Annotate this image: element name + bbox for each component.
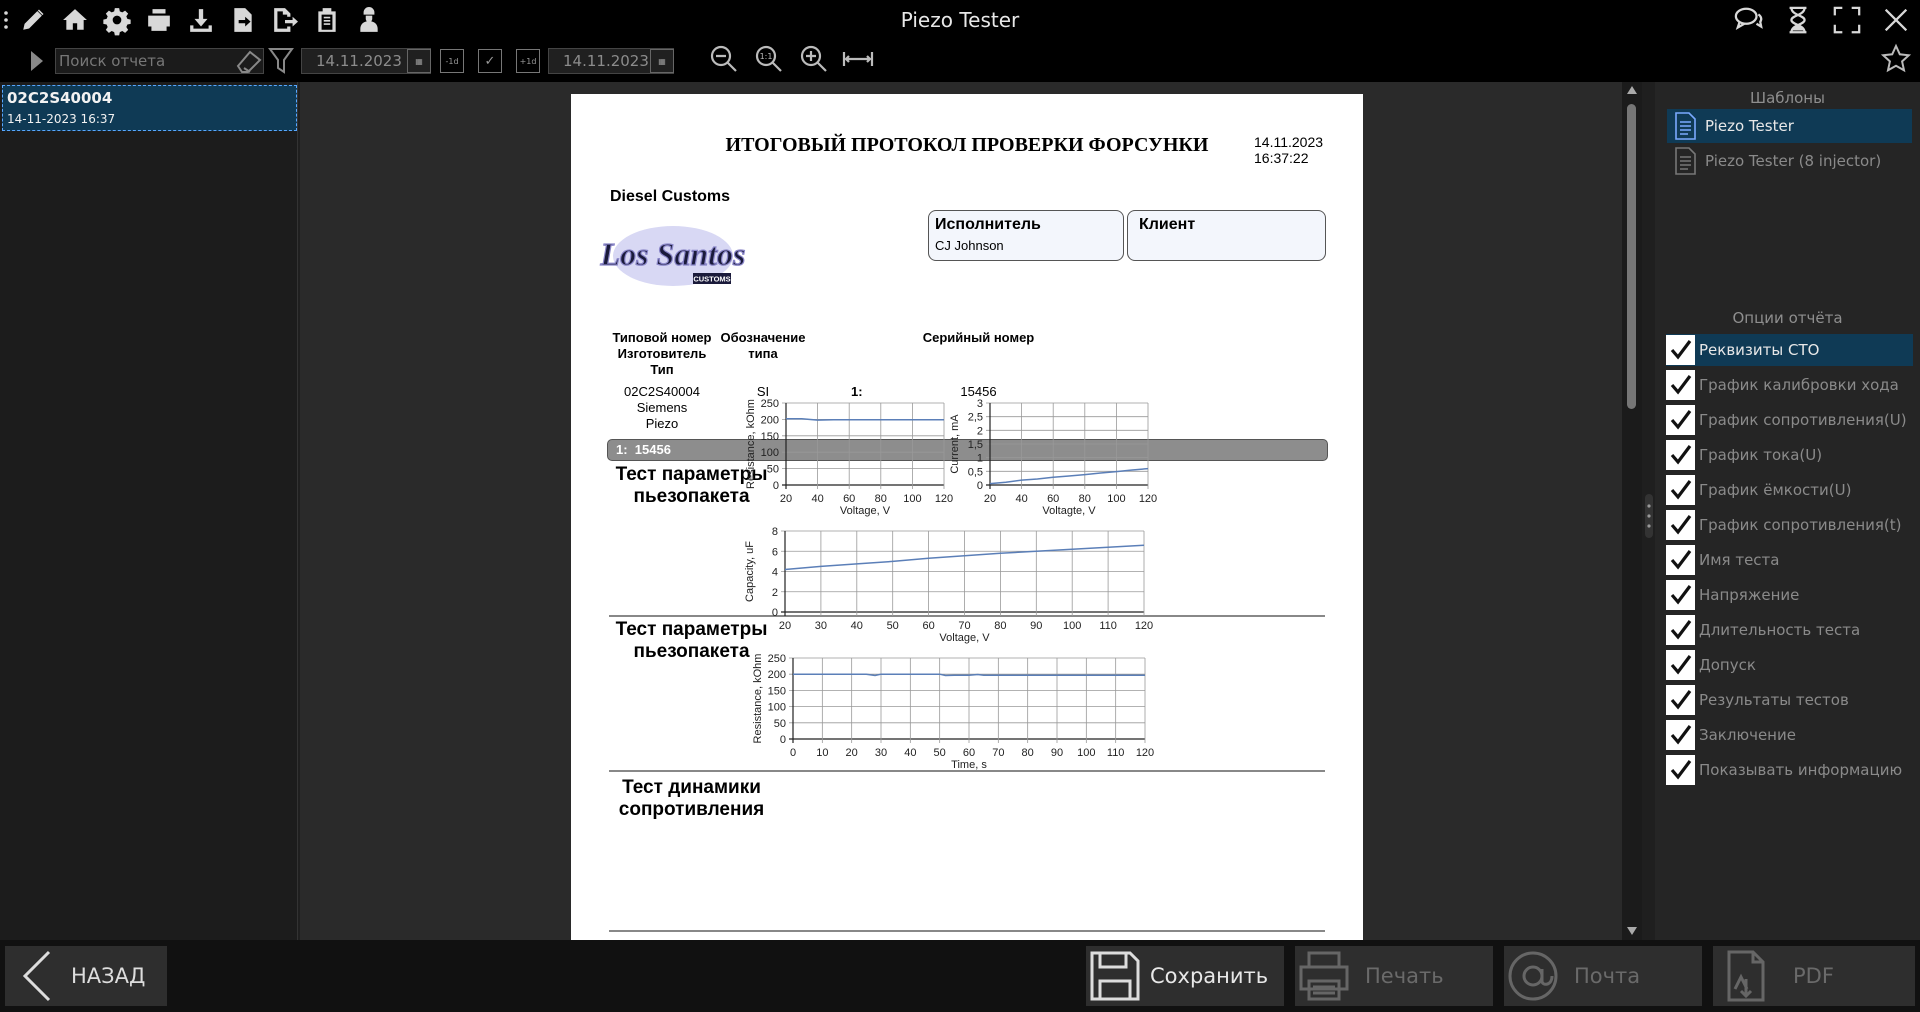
option-item[interactable] <box>1666 754 1913 786</box>
bottom-action-bar <box>0 940 1920 1012</box>
resistance-voltage-chart <box>745 398 953 517</box>
section-line: Тест параметры <box>615 619 768 640</box>
row-type: Piezo <box>645 416 679 431</box>
chat-icon[interactable] <box>1724 0 1773 40</box>
pdf-file-icon <box>1721 949 1775 1003</box>
zoom-in-icon[interactable] <box>799 44 829 70</box>
x-tick-label: 120 <box>1138 493 1158 505</box>
option-checkbox[interactable] <box>1666 580 1695 610</box>
col-head-type-line: Тип <box>650 362 674 377</box>
home-icon[interactable] <box>54 0 96 40</box>
y-tick-label: 150 <box>760 430 779 443</box>
section-line: пьезопакета <box>633 641 750 662</box>
option-checkbox[interactable] <box>1666 755 1695 785</box>
app-title: Piezo Tester <box>900 8 1020 32</box>
y-tick-label: 0 <box>779 734 786 746</box>
row-manufacturer: Siemens <box>636 400 688 415</box>
report-id: 02C2S40004 <box>7 89 113 107</box>
filter-toolbar <box>0 40 1920 82</box>
checkmark-icon <box>1669 583 1693 607</box>
title-bar <box>0 0 1920 40</box>
y-axis-label: Resistance, kOhm <box>752 653 764 744</box>
y-axis-label: Resistance, kOhm <box>745 399 757 489</box>
settings-panel <box>1655 82 1920 940</box>
x-tick-label: 20 <box>983 493 997 505</box>
print-label: Печать <box>1365 964 1444 988</box>
report-page <box>571 94 1363 940</box>
at-sign-icon <box>1506 949 1560 1003</box>
y-tick-label: 1,5 <box>967 439 983 451</box>
option-item[interactable] <box>1666 579 1913 611</box>
section-line: сопротивления <box>618 799 765 820</box>
option-item[interactable] <box>1666 509 1913 541</box>
calendar-from-icon[interactable]: ▦ <box>407 49 431 73</box>
x-tick-label: 0 <box>789 747 797 759</box>
date-from-input[interactable]: 14.11.2023 <box>301 48 431 74</box>
zoom-out-icon[interactable] <box>709 44 739 70</box>
y-axis-label: Current, mA <box>949 414 961 474</box>
document-icon <box>1672 112 1698 140</box>
technician-icon[interactable] <box>348 0 390 40</box>
y-tick-label: 2 <box>976 425 983 438</box>
x-tick-label: 30 <box>814 620 828 632</box>
eraser-icon[interactable] <box>234 46 264 72</box>
current-voltage-chart <box>949 398 1157 517</box>
zoom-reset-label: 1:1 <box>759 52 773 61</box>
x-tick-label: 90 <box>1030 620 1043 632</box>
y-tick-label: 4 <box>771 566 778 579</box>
print-button[interactable] <box>1295 946 1493 1006</box>
x-tick-label: 50 <box>933 747 946 759</box>
x-tick-label: 90 <box>1050 747 1064 759</box>
pencil-icon[interactable] <box>12 0 54 40</box>
x-tick-label: 70 <box>958 620 971 632</box>
option-label: График сопротивления(t) <box>1699 516 1902 534</box>
x-axis-label: Voltagte, V <box>1042 505 1096 517</box>
col-head-manufacturer-line: Изготовитель <box>617 346 707 361</box>
report-list <box>0 82 298 940</box>
templates-title: Шаблоны <box>1750 89 1825 107</box>
calendar-to-icon[interactable]: ▦ <box>650 49 674 73</box>
x-tick-label: 100 <box>903 493 922 505</box>
option-label: Показывать информацию <box>1699 761 1903 779</box>
checkmark-icon <box>1669 653 1693 677</box>
save-button[interactable] <box>1086 946 1284 1006</box>
checkmark-icon <box>1669 443 1693 467</box>
series-line <box>990 469 1148 484</box>
option-label: График тока(U) <box>1699 446 1823 464</box>
x-tick-label: 100 <box>1063 620 1082 632</box>
col-head-serial: Серийный номер <box>922 330 1035 345</box>
y-tick-label: 50 <box>773 717 786 730</box>
option-item[interactable] <box>1666 544 1913 576</box>
option-label: Результаты тестов <box>1699 691 1849 709</box>
mail-label: Почта <box>1574 964 1641 988</box>
option-item[interactable] <box>1666 474 1913 506</box>
x-tick-label: 120 <box>1134 620 1154 632</box>
executor-name: CJ Johnson <box>935 238 1004 253</box>
option-label: График калибровки хода <box>1699 376 1899 394</box>
capacity-voltage-chart <box>744 526 1153 644</box>
row-serial: 15456 <box>960 384 997 399</box>
mail-button[interactable] <box>1504 946 1702 1006</box>
option-label: Заключение <box>1699 726 1796 744</box>
logo-subtext: CUSTOMS <box>693 274 731 284</box>
y-tick-label: 100 <box>760 447 779 460</box>
document-icon <box>1672 147 1698 175</box>
row-model: 02C2S40004 <box>624 384 700 399</box>
option-label: Допуск <box>1699 656 1756 674</box>
checkmark-icon <box>1669 758 1693 782</box>
x-tick-label: 20 <box>778 620 792 632</box>
option-item[interactable] <box>1666 439 1913 471</box>
back-label: НАЗАД <box>71 964 146 988</box>
x-axis-label: Time, s <box>951 759 987 771</box>
template-item[interactable] <box>1667 144 1912 178</box>
checkmark-icon <box>1669 373 1693 397</box>
report-date: 14.11.2023 <box>1254 134 1324 150</box>
col-head-model-line: Типовой номер <box>612 330 712 345</box>
y-tick-label: 50 <box>766 463 779 476</box>
template-item[interactable] <box>1667 109 1912 143</box>
import-icon[interactable] <box>222 0 264 40</box>
checkmark-icon <box>1669 723 1693 747</box>
option-item[interactable] <box>1666 369 1913 401</box>
favorite-star-icon[interactable] <box>1881 44 1911 70</box>
floppy-disk-icon <box>1088 949 1142 1003</box>
drag-handle-icon[interactable] <box>0 0 12 40</box>
option-checkbox[interactable] <box>1666 685 1695 715</box>
play-icon[interactable] <box>30 49 44 75</box>
option-checkbox[interactable] <box>1666 475 1695 505</box>
search-input[interactable]: Поиск отчета <box>55 48 264 74</box>
y-tick-label: 250 <box>760 398 779 410</box>
scrollbar-thumb[interactable] <box>1627 104 1636 409</box>
x-tick-label: 20 <box>845 747 858 759</box>
checkmark-icon <box>1669 688 1693 712</box>
band-index: 1: <box>616 442 628 457</box>
x-tick-label: 50 <box>886 620 899 632</box>
y-tick-label: 2 <box>771 586 778 599</box>
x-tick-label: 60 <box>843 493 856 505</box>
x-tick-label: 10 <box>816 747 829 759</box>
checkmark-icon <box>1669 408 1693 432</box>
client-label: Клиент <box>1139 216 1196 233</box>
clipboard-icon[interactable] <box>306 0 348 40</box>
fullscreen-icon[interactable] <box>1822 0 1871 40</box>
x-tick-label: 100 <box>1107 493 1126 505</box>
x-tick-label: 60 <box>922 620 935 632</box>
option-checkbox[interactable] <box>1666 615 1695 645</box>
x-tick-label: 80 <box>1021 747 1034 759</box>
panel-splitter[interactable] <box>1645 494 1653 538</box>
option-item[interactable] <box>1666 649 1913 681</box>
option-label: Напряжение <box>1699 586 1800 604</box>
report-date: 14-11-2023 16:37 <box>7 112 116 126</box>
filter-icon[interactable] <box>268 46 294 72</box>
executor-label: Исполнитель <box>935 216 1041 233</box>
option-checkbox[interactable] <box>1666 510 1695 540</box>
x-tick-label: 100 <box>1077 747 1096 759</box>
fit-width-icon[interactable] <box>842 44 874 70</box>
option-checkbox[interactable] <box>1666 405 1695 435</box>
x-tick-label: 110 <box>1106 747 1125 759</box>
option-item[interactable] <box>1666 684 1913 716</box>
section-line: Тест динамики <box>622 777 761 798</box>
option-label: Реквизиты СТО <box>1699 341 1820 359</box>
option-checkbox[interactable] <box>1666 650 1695 680</box>
option-checkbox[interactable] <box>1666 335 1695 365</box>
row-index: 1: <box>851 384 863 399</box>
x-tick-label: 40 <box>811 493 824 505</box>
option-item[interactable] <box>1666 614 1913 646</box>
option-item[interactable] <box>1666 719 1913 751</box>
section-line: пьезопакета <box>633 486 750 507</box>
option-checkbox[interactable] <box>1666 370 1695 400</box>
logo-text: Los Santos <box>600 236 746 272</box>
option-item[interactable] <box>1666 404 1913 436</box>
y-tick-label: 200 <box>760 414 779 427</box>
y-tick-label: 0 <box>771 607 778 619</box>
checkmark-icon <box>1669 338 1693 362</box>
series-line <box>786 419 944 420</box>
zoom-reset-icon[interactable] <box>754 44 784 70</box>
resistance-time-chart <box>752 653 1154 771</box>
x-tick-label: 80 <box>994 620 1007 632</box>
scroll-down-icon[interactable] <box>1627 927 1637 935</box>
y-tick-label: 0 <box>772 480 779 492</box>
x-tick-label: 80 <box>1078 493 1091 505</box>
x-tick-label: 120 <box>934 493 954 505</box>
y-tick-label: 3 <box>976 398 983 410</box>
back-button[interactable] <box>5 946 167 1006</box>
y-tick-label: 0,5 <box>967 466 983 479</box>
gear-icon[interactable] <box>96 0 138 40</box>
section-line: Тест параметры <box>615 464 768 485</box>
pdf-label: PDF <box>1793 964 1834 988</box>
x-tick-label: 60 <box>1047 493 1060 505</box>
pdf-button[interactable] <box>1713 946 1915 1006</box>
report-list-item[interactable] <box>2 85 297 131</box>
x-axis-label: Voltage, V <box>939 632 990 644</box>
row-designation: SI <box>756 384 770 399</box>
option-checkbox[interactable] <box>1666 440 1695 470</box>
option-checkbox[interactable] <box>1666 545 1695 575</box>
hourglass-icon[interactable] <box>1773 0 1822 40</box>
plus-day-button[interactable]: +1d <box>516 49 540 73</box>
preview-scrollbar[interactable] <box>1622 82 1642 940</box>
x-tick-label: 40 <box>850 620 863 632</box>
option-label: График сопротивления(U) <box>1699 411 1907 429</box>
y-tick-label: 250 <box>767 653 786 665</box>
band-serial: 15456 <box>634 442 671 457</box>
option-checkbox[interactable] <box>1666 720 1695 750</box>
printer-icon <box>1297 949 1351 1003</box>
date-to-input[interactable]: 14.11.2023 <box>548 48 674 74</box>
option-label: График ёмкости(U) <box>1699 481 1852 499</box>
today-button[interactable]: ✓ <box>478 49 502 73</box>
y-tick-label: 100 <box>767 701 786 714</box>
y-tick-label: 150 <box>767 685 786 698</box>
y-tick-label: 6 <box>771 546 778 559</box>
y-tick-label: 8 <box>771 526 778 538</box>
scroll-up-icon[interactable] <box>1627 86 1637 94</box>
checkmark-icon <box>1669 548 1693 572</box>
export-icon[interactable] <box>264 0 306 40</box>
checkmark-icon <box>1669 478 1693 502</box>
template-label: Piezo Tester <box>1705 117 1794 135</box>
x-tick-label: 120 <box>1135 747 1155 759</box>
y-axis-label: Capacity, uF <box>744 541 756 602</box>
charts-canvas <box>571 94 1363 940</box>
back-arrow-icon <box>15 946 55 1006</box>
col-head-designation-line: типа <box>748 346 778 361</box>
col-head-designation-line: Обозначение <box>720 330 806 345</box>
y-tick-label: 0 <box>976 480 983 492</box>
main-toolbar <box>0 0 390 40</box>
x-tick-label: 20 <box>779 493 793 505</box>
x-axis-label: Voltage, V <box>839 505 891 517</box>
option-label: Имя теста <box>1699 551 1780 569</box>
template-label: Piezo Tester (8 injector) <box>1705 152 1882 170</box>
close-icon[interactable] <box>1871 0 1920 40</box>
x-tick-label: 30 <box>874 747 888 759</box>
checkmark-icon <box>1669 618 1693 642</box>
y-tick-label: 200 <box>767 669 786 682</box>
option-label: Длительность теста <box>1699 621 1861 639</box>
x-tick-label: 40 <box>904 747 917 759</box>
window-controls <box>1724 0 1920 40</box>
minus-day-button[interactable]: -1d <box>440 49 464 73</box>
report-time: 16:37:22 <box>1254 150 1309 166</box>
printer-stack-icon[interactable] <box>138 0 180 40</box>
x-tick-label: 80 <box>874 493 887 505</box>
download-icon[interactable] <box>180 0 222 40</box>
option-item[interactable] <box>1666 334 1913 366</box>
y-tick-label: 1 <box>976 452 983 465</box>
save-label: Сохранить <box>1150 964 1269 988</box>
x-tick-label: 70 <box>992 747 1005 759</box>
company-name: Diesel Customs <box>610 188 731 205</box>
report-title: ИТОГОВЫЙ ПРОТОКОЛ ПРОВЕРКИ ФОРСУНКИ <box>725 134 1209 156</box>
checkmark-icon <box>1669 513 1693 537</box>
x-tick-label: 110 <box>1099 620 1117 632</box>
y-tick-label: 2,5 <box>967 411 983 424</box>
options-title: Опции отчёта <box>1732 309 1843 327</box>
x-tick-label: 40 <box>1015 493 1028 505</box>
x-tick-label: 60 <box>962 747 976 759</box>
